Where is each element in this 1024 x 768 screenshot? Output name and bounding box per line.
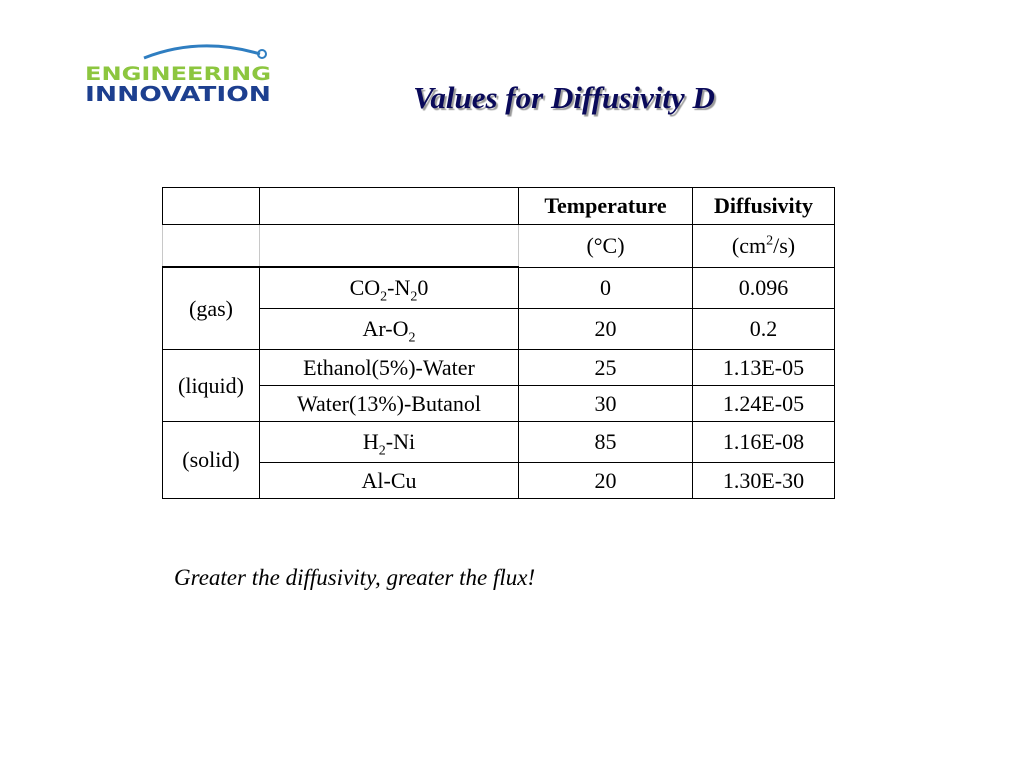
table-row (163, 386, 835, 422)
diffusivity-cell: 1.13E-05 (693, 350, 835, 386)
logo-line1: ENGINEERING (85, 63, 271, 85)
group-label-solid: (solid) (163, 422, 260, 499)
temperature-cell: 25 (519, 350, 693, 386)
table-row (163, 422, 835, 463)
diffusivity-header: Diffusivity (693, 188, 835, 225)
group-label-gas: (gas) (163, 267, 260, 350)
diffusivity-cell: 1.30E-30 (693, 463, 835, 499)
system-cell: Ethanol(5%)-Water (260, 350, 519, 386)
diffusivity-cell: 0.2 (693, 309, 835, 350)
footnote-text: Greater the diffusivity, greater the flux! (174, 565, 536, 590)
header-blank-cell (260, 188, 519, 225)
table-row (163, 309, 835, 350)
system-cell: Water(13%)-Butanol (260, 386, 519, 422)
system-cell: $Ar-O_2$ (260, 309, 519, 350)
table-row (163, 350, 835, 386)
table-row (163, 463, 835, 499)
diffusivity-table (162, 187, 835, 499)
engineering-innovation-logo (78, 42, 282, 112)
system-cell: Al-Cu (260, 463, 519, 499)
header-blank-cell (163, 188, 260, 225)
slide-title: Values for Diffusivity D (413, 80, 715, 115)
temperature-cell: 0 (519, 267, 693, 309)
diffusivity-cell: 0.096 (693, 267, 835, 309)
table-units-row (163, 225, 835, 268)
diffusivity-cell: 1.16E-08 (693, 422, 835, 463)
temperature-cell: 20 (519, 309, 693, 350)
header-blank-cell (163, 225, 260, 268)
temperature-cell: 30 (519, 386, 693, 422)
table-row (163, 267, 835, 309)
system-cell: $CO_2-N_20$ (260, 267, 519, 309)
diffusivity-unit: $(cm^2/s)$ (693, 225, 835, 268)
header-blank-cell (260, 225, 519, 268)
diffusivity-cell: 1.24E-05 (693, 386, 835, 422)
system-cell: $H_2-Ni$ (260, 422, 519, 463)
temperature-cell: 20 (519, 463, 693, 499)
table-header-row (163, 188, 835, 225)
temperature-unit: (°C) (519, 225, 693, 268)
temperature-header: Temperature (519, 188, 693, 225)
group-label-liquid: (liquid) (163, 350, 260, 422)
logo-line2: INNOVATION (85, 82, 271, 106)
temperature-cell: 85 (519, 422, 693, 463)
